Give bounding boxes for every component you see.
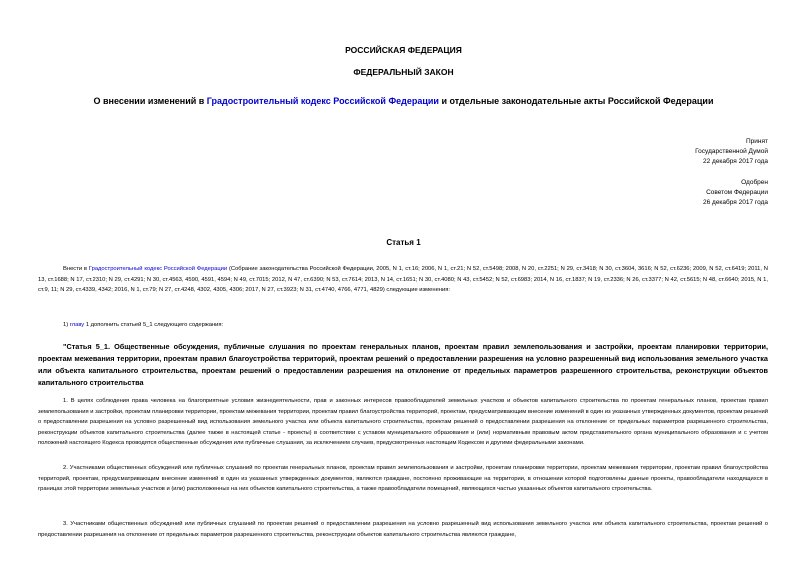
article-5-1-text: "Статья 5_1. Общественные обсуждения, публичные слушания по проектам генеральных планов, проектам правил землепользования и застройки, проектам планировки территории, проектам межевания территории, проектам правил благоустройства территорий, проектам решений о предоставлении разрешения на условно разрешенный вид использования земельного участка или объекта капитального строительства, проектам решений о предоставлении разрешения на отклонение от предельных параметров разрешенного строительства, реконструкции объектов капитального строительства: [38, 342, 768, 387]
urban-planning-code-link[interactable]: Градостроительный кодекс Российской Федерации: [206, 96, 439, 106]
law-title-pre: О внесении изменений в: [93, 96, 207, 106]
article-5-1-heading: [38, 341, 768, 389]
accepted-block: [695, 137, 768, 167]
approved-line2: Советом Федерации: [706, 189, 768, 196]
country-heading: РОССИЙСКАЯ ФЕДЕРАЦИЯ: [345, 45, 462, 55]
item1-pre: 1): [63, 322, 70, 328]
accepted-line1: Принят: [745, 138, 768, 145]
law-type-heading: ФЕДЕРАЛЬНЫЙ ЗАКОН: [353, 67, 454, 77]
article-1-heading: Статья 1: [386, 238, 421, 247]
approved-line1: Одобрен: [741, 179, 768, 186]
law-title-post: и отдельные законодательные акты Российской Федерации: [438, 96, 714, 106]
item-1-paragraph: [38, 320, 768, 331]
paragraph-1-text: 1. В целях соблюдения права человека на благоприятные условия жизнедеятельности, прав и законных интересов правообладателей земельных участков и объектов капитального строительства по проектам генеральных планов, проектам правил землепользования и застройки, проектам планировки территории, проектам межевания территории, проектам правил благоустройства территорий, проектам, предусматривающим внесение изменений в один из указанных утвержденных документов, проектам решений о предоставлении разрешения на условно разрешенный вид использования земельного участка или объекта капитального строительства, проектам решений о предоставлении разрешения на отклонение от предельных параметров разрешенного строительства, реконструкции объектов капитального строительства (далее также в настоящей статье - проекты) в соответствии с уставом муниципального образования и (или) нормативным правовым актом представительного органа муниципального образования и с учетом положений настоящего Кодекса проводятся общественные обсуждения или публичные слушания, за исключением случаев, предусмотренных настоящим Кодексом и другими федеральными законами.: [38, 398, 768, 447]
intro-pre: Внести в: [63, 266, 89, 272]
accepted-date: 22 декабря 2017 года: [702, 158, 768, 165]
approved-date: 26 декабря 2017 года: [702, 199, 768, 206]
chapter-link[interactable]: главу: [69, 322, 85, 328]
code-link[interactable]: Градостроительный кодекс Российской Федерации: [88, 266, 228, 272]
approved-block: [703, 178, 768, 208]
intro-post: (Собрание законодательства Российской Федерации, 2005, N 1, ст.16; 2006, N 1, ст.21; N 52, ст.5498; 2008, N 20, ст.2251; N 29, ст.3418; N 30, ст.3604, 3616; N 52, ст.6236; 2009, N 52, ст.6419; 2011, N 13, ст.1688; N 17, ст.2310; N 29, ст.4291; N 30, ст.4563, 4590, 4591, 4594; N 49, ст.7015; 2012, N 47, ст.6390; N 53, ст.7614; 2013, N 14, ст.1651; N 30, ст.4080; N 43, ст.5452; N 52, ст.6983; 2014, N 16, ст.1837; N 19, ст.2336; N 26, ст.3377; N 42, ст.5615; N 48, ст.6640; 2015, N 1, ст.9, 11; N 29, ст.4339, 4342; 2016, N 1, ст.79; N 27, ст.4248, 4302, 4305, 4306; 2017, N 27, ст.3923; N 31, ст.4740, 4766, 4771, 4829) следующие изменения:: [38, 266, 768, 294]
paragraph-3-text: 3. Участниками общественных обсуждений или публичных слушаний по проектам решений о предоставлении разрешения на условно разрешенный вид использования земельного участка или объекта капитального строительства, проектам решений о предоставлении разрешения на отклонение от предельных параметров разрешенного строительства, реконструкции объектов капитального строительства являются граждане,: [38, 521, 768, 538]
paragraph-2-text: 2. Участниками общественных обсуждений или публичных слушаний по проектам генеральных планов, проектам правил землепользования и застройки, проектам планировки территории, проектам межевания территории, проектам правил благоустройства территорий, проектам, предусматривающим внесение изменений в один из указанных утвержденных документов, являются граждане, постоянно проживающие на территории, в отношении которой подготовлены данные проекты, правообладатели находящихся в границах этой территории земельных участков и (или) расположенных на них объектов капитального строительства, а также правообладатели помещений, являющихся частью указанных объектов капитального строительства.: [38, 465, 768, 493]
paragraph-3: [38, 519, 768, 540]
paragraph-1: [38, 396, 768, 449]
item1-post: 1 дополнить статьей 5_1 следующего содержания:: [84, 322, 224, 328]
paragraph-2: [38, 463, 768, 495]
intro-paragraph: [38, 264, 768, 296]
law-title: [0, 96, 807, 106]
accepted-line2: Государственной Думой: [695, 148, 768, 155]
